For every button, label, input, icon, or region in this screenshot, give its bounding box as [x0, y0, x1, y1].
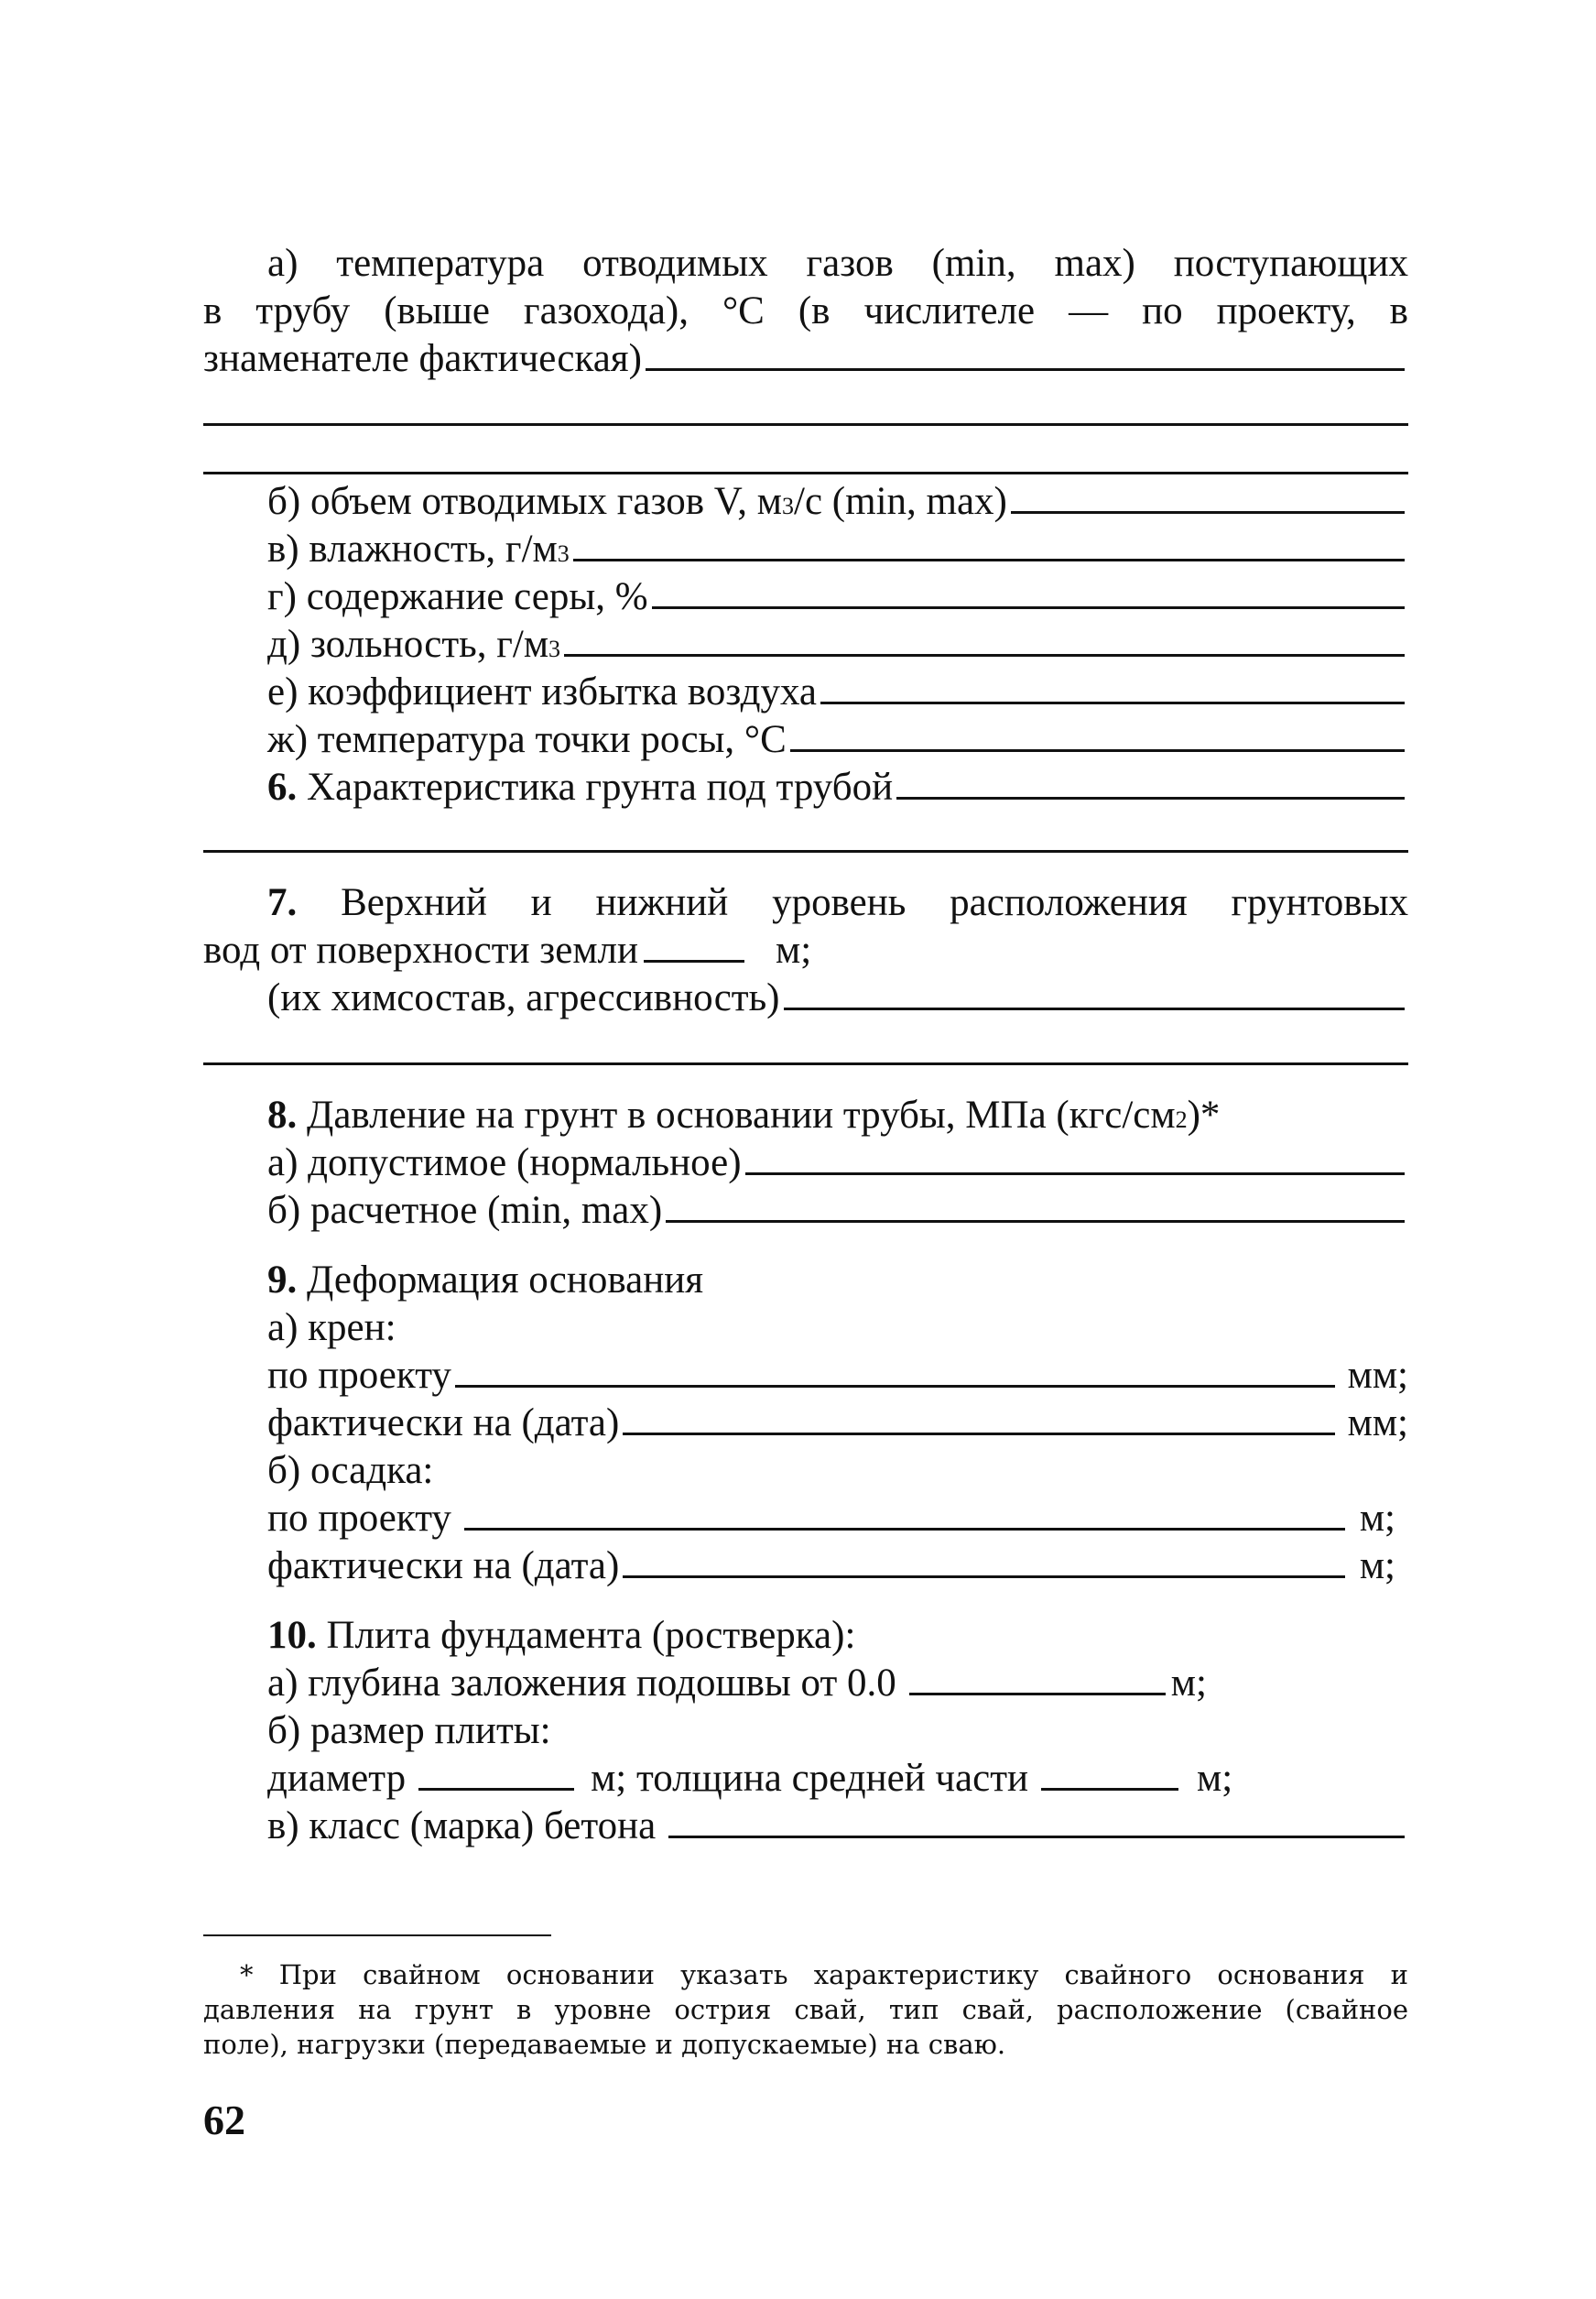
- temps-field[interactable]: [646, 337, 1405, 371]
- settle-design-row: по проекту м;: [267, 1497, 1395, 1540]
- ash-row: д) зольность, г/м 3: [267, 621, 1408, 669]
- dew-point-field[interactable]: [790, 718, 1405, 752]
- sulfur-field[interactable]: [652, 575, 1405, 609]
- temps-line-3: знаменателе фактическая): [203, 335, 1408, 383]
- groundwater-chem-field[interactable]: [784, 976, 1405, 1010]
- roll-design-field[interactable]: [455, 1354, 1335, 1388]
- roll-actual-field[interactable]: [623, 1401, 1334, 1435]
- temps-line-2: в трубу (выше газохода), °С (в числителе — по проекту, в: [203, 289, 1408, 332]
- footnote-line-1: * При свайном основании указать характеристику свайного основания и: [240, 1959, 1408, 1990]
- soil-row: 6. Характеристика грунта под трубой: [267, 764, 1408, 812]
- pressure-allowable-row: а) допустимое (нормальное): [267, 1139, 1408, 1187]
- humidity-row: в) влажность, г/м 3: [267, 526, 1408, 573]
- soil-field-line-2[interactable]: [203, 850, 1408, 853]
- slab-size-label: б) размер плиты:: [267, 1709, 551, 1752]
- slab-title: 10. Плита фундамента (ростверка):: [267, 1614, 856, 1657]
- groundwater-line-1: 7. Верхний и нижний уровень расположения грунтовых: [267, 881, 1408, 924]
- pressure-calculated-field[interactable]: [666, 1189, 1405, 1223]
- gas-volume-field[interactable]: [1011, 480, 1405, 514]
- dew-point-row: ж) температура точки росы, °С: [267, 716, 1408, 764]
- air-excess-field[interactable]: [820, 670, 1405, 704]
- pressure-calculated-row: б) расчетное (min, max): [267, 1187, 1408, 1235]
- gas-volume-row: б) объем отводимых газов V, м 3 /с (min, max): [267, 478, 1408, 526]
- groundwater-level-field[interactable]: [644, 929, 744, 963]
- temps-line-1: а) температура отводимых газов (min, max) поступающих: [267, 242, 1408, 285]
- settlement-label: б) осадка:: [267, 1449, 434, 1492]
- slab-depth-row: а) глубина заложения подошвы от 0.0 м;: [267, 1662, 1207, 1705]
- deformation-title: 9. Деформация основания: [267, 1258, 704, 1302]
- groundwater-line-2: вод от поверхности земли м;: [203, 929, 812, 972]
- concrete-row: в) класс (марка) бетона: [267, 1803, 1408, 1850]
- roll-design-row: по проекту мм;: [267, 1354, 1408, 1397]
- pressure-title: 8. Давление на грунт в основании трубы, МПа (кгс/см 2 )*: [267, 1094, 1221, 1137]
- settle-design-field[interactable]: [464, 1497, 1345, 1531]
- roll-actual-row: фактически на (дата) мм;: [267, 1401, 1408, 1444]
- sulfur-row: г) содержание серы, %: [267, 573, 1408, 621]
- slab-depth-field[interactable]: [909, 1662, 1166, 1695]
- air-excess-row: е) коэффициент избытка воздуха: [267, 669, 1408, 716]
- section-6-number: 6.: [267, 766, 298, 809]
- concrete-field[interactable]: [668, 1804, 1405, 1838]
- settle-actual-row: фактически на (дата) м;: [267, 1544, 1395, 1587]
- slab-size-row: диаметр м; толщина средней части м;: [267, 1757, 1233, 1800]
- footnote-separator: [203, 1934, 551, 1936]
- slab-thickness-field[interactable]: [1041, 1757, 1178, 1791]
- soil-field[interactable]: [896, 766, 1405, 800]
- page-number: 62: [203, 2097, 245, 2143]
- humidity-field[interactable]: [573, 528, 1405, 561]
- footnote-line-2: давления на грунт в уровне острия свай, тип свай, расположение (свайное: [203, 1994, 1408, 2025]
- settle-actual-field[interactable]: [623, 1544, 1344, 1578]
- pressure-allowable-field[interactable]: [745, 1141, 1405, 1175]
- temps-field-line-3[interactable]: [203, 472, 1408, 474]
- groundwater-chem-row: (их химсостав, агрессивность): [267, 975, 1408, 1022]
- temps-field-line-2[interactable]: [203, 423, 1408, 426]
- roll-label: а) крен:: [267, 1306, 396, 1349]
- groundwater-chem-line-2[interactable]: [203, 1062, 1408, 1065]
- slab-diameter-field[interactable]: [418, 1757, 574, 1791]
- ash-field[interactable]: [564, 623, 1405, 657]
- footnote-line-3: поле), нагрузки (передаваемые и допускаемые) на сваю.: [203, 2029, 1006, 2060]
